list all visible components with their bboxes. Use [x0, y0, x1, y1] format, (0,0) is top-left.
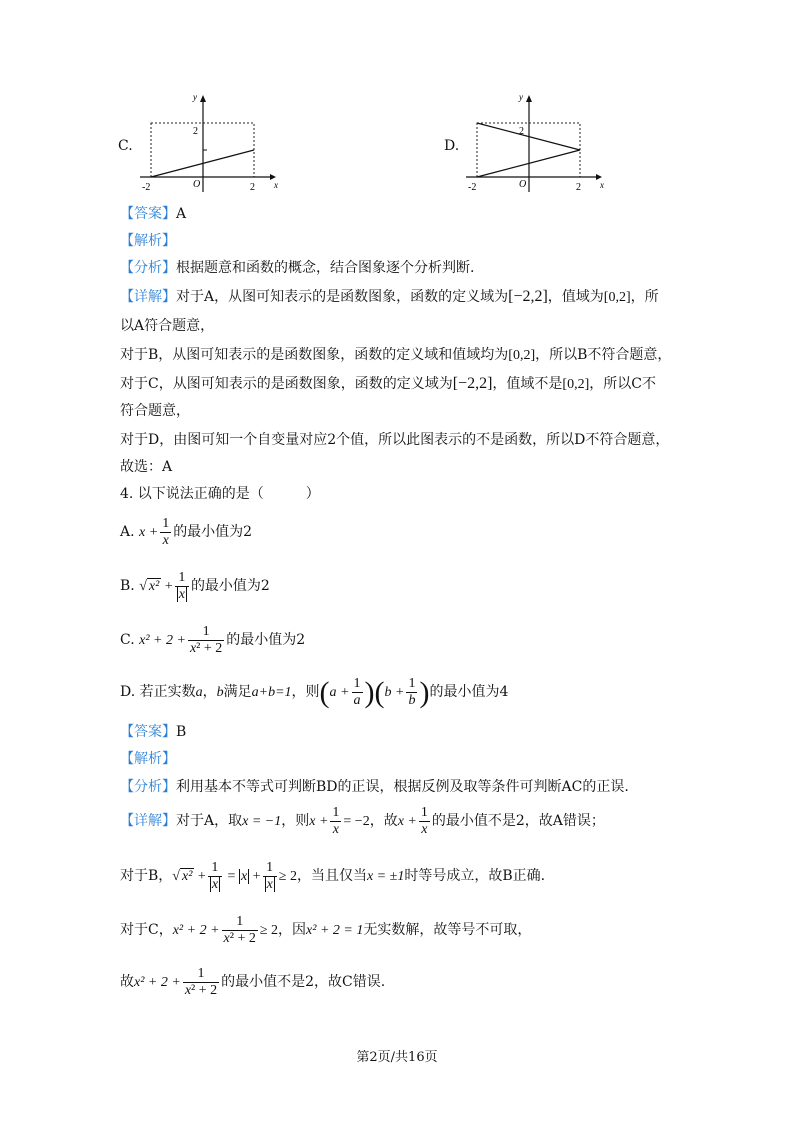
graph-c-origin: O [193, 179, 201, 190]
graph-d-y-arrow [526, 95, 532, 102]
graph-c-tick-y2: 2 [193, 126, 198, 137]
q4-option-c [120, 620, 305, 661]
q4-answer-value: B [176, 724, 187, 740]
q4-e1-expr2: x + $\frac{1}{x}$ [397, 805, 428, 838]
q4-e1-expr1: x + $\frac{1}{x}$ [309, 805, 340, 838]
q4-opt-c-label: C. [120, 632, 135, 648]
q4-e3d: x² + 2 = 1 [306, 923, 364, 938]
graph-d-tick-neg2: -2 [468, 182, 477, 193]
q4-e2-expr: √ x² + $\frac{1}{x}$ = x + $\frac{1}{x}$ [172, 869, 278, 884]
q4-opt-d-b: b [216, 685, 224, 700]
q4-opt-a-expr: x + $\frac{1}{x}$ [139, 516, 170, 549]
q4-opt-b-expr: √ x² + $\frac{1}{x}$ [139, 579, 191, 594]
q4-opt-c-expr: x² + 2 + $\frac{1}{\text{x² + 2}}$ [139, 624, 223, 657]
q4-option-d [120, 672, 508, 713]
q3-d3a: 对于B，从图可知表示的是函数图象，函数的定义域和值域均为 [120, 347, 509, 363]
q3-d1e: ，所 [630, 289, 659, 305]
q4-opt-d-a: a [195, 685, 203, 700]
graph-d-x-label: x [600, 180, 604, 190]
q3-d3c: ，所以B不符合题意， [535, 347, 672, 363]
q4-option-b [120, 566, 270, 607]
q3-detail-line1 [120, 287, 659, 308]
q3-fenxi-tag: 【分析】 [120, 260, 176, 276]
q3-detail-line3 [120, 345, 671, 366]
q4-opt-b-label: B. [120, 578, 135, 594]
q4-answer-tag: 【答案】 [120, 724, 176, 740]
page-footer: 第2页/共16页 [356, 1050, 438, 1065]
graph-d-label: D. [444, 138, 460, 154]
q4-detail-line1 [120, 801, 605, 842]
q3-d4d: [0,2] [562, 377, 590, 392]
graph-c-tick-2: 2 [250, 182, 255, 193]
q3-d3b: [0,2] [508, 348, 536, 363]
graph-d [444, 92, 614, 196]
q3-d1a: 对于A，从图可知表示的是函数图象，函数的定义域为 [176, 289, 509, 305]
q4-e2a: 对于B， [120, 868, 173, 884]
q4-e1c: ，则 [281, 813, 310, 829]
q4-e2c: ，当且仅当 [296, 868, 367, 884]
q4-e3a: 对于C， [120, 922, 173, 938]
q4-e3e: 无实数解，故等号不可取， [363, 922, 532, 938]
q3-detail-line7: 故选：A [120, 459, 173, 475]
q3-detail-line6: 对于D，由图可知一个自变量对应2个值，所以此图表示的不是函数，所以D不符合题意， [120, 432, 670, 448]
graph-c-x-label: x [274, 180, 278, 190]
q3-answer [120, 204, 186, 224]
q4-opt-d-cond: a+b=1 [251, 685, 292, 700]
q4-option-a [120, 512, 252, 553]
graph-c [118, 92, 288, 196]
q4-e2b: ≥ 2 [278, 869, 297, 884]
q3-d4c: ，值域不是 [492, 376, 563, 392]
q3-d4e: ，所以C不 [589, 376, 656, 392]
q4-opt-d-label: D. [120, 684, 136, 700]
graph-d-origin: O [519, 179, 527, 190]
q3-detail-tag: 【详解】 [120, 289, 176, 305]
graph-d-tick-y2: 2 [519, 126, 524, 137]
q3-answer-tag: 【答案】 [120, 206, 176, 222]
q4-detail-line2 [120, 856, 545, 897]
q4-analysis-tag-text: 【解析】 [120, 751, 176, 767]
q4-e3c: ，因 [278, 922, 307, 938]
q4-e3-expr: x² + 2 + $\frac{1}{\text{x² + 2}}$ [172, 914, 256, 947]
q4-e4b: 的最小值不是2，故C错误. [221, 974, 386, 990]
q4-opt-d-text3: ，则 [291, 684, 320, 700]
q4-e1e: ，故 [369, 813, 398, 829]
q4-opt-a-label: A. [120, 524, 135, 540]
q4-e1a: 对于A，取 [176, 813, 243, 829]
q4-e3b: ≥ 2 [259, 923, 279, 938]
graph-d-tick-2: 2 [576, 182, 581, 193]
q4-opt-d-text2: 满足 [223, 684, 252, 700]
q4-detail-tag: 【详解】 [120, 813, 176, 829]
q3-fenxi [120, 258, 474, 278]
q4-opt-d-text1: 若正实数 [139, 684, 196, 700]
q3-fenxi-text: 根据题意和函数的概念，结合图象逐个分析判断. [176, 260, 475, 276]
q4-opt-c-text: 的最小值为2 [226, 632, 306, 648]
q4-e1b: x = −1 [242, 814, 282, 829]
graph-c-y-label: y [193, 92, 197, 102]
q3-answer-value: A [176, 206, 187, 222]
graph-c-y-arrow [200, 95, 206, 102]
q3-d4a: 对于C，从图可知表示的是函数图象，函数的定义域为 [120, 376, 453, 392]
graph-d-y-label: y [519, 92, 523, 102]
graph-d-plot [464, 92, 614, 196]
q4-stem: 4. 以下说法正确的是（ ） [120, 486, 320, 502]
q3-detail-line2: 以A符合题意， [120, 318, 215, 334]
q3-detail-line5: 符合题意， [120, 403, 190, 419]
q4-opt-d-expr: (a + $\frac{1}{a}$ )(b + $\frac{1}{b}$ ) [319, 675, 430, 709]
q4-fenxi [120, 777, 629, 797]
q4-opt-b-text: 的最小值为2 [190, 578, 270, 594]
graph-c-label: C. [118, 138, 133, 154]
graph-c-tick-neg2: -2 [142, 182, 151, 193]
q3-d1b: [−2,2] [508, 288, 548, 305]
q4-detail-line4 [120, 962, 385, 1003]
q3-d1c: ，值域为 [547, 289, 604, 305]
q3-analysis-tag-text: 【解析】 [120, 233, 176, 249]
q4-answer [120, 722, 186, 742]
q4-opt-d-comma: ， [202, 684, 217, 700]
q4-opt-a-text: 的最小值为2 [173, 524, 253, 540]
q3-d4b: [−2,2] [452, 375, 493, 392]
q4-detail-line3 [120, 910, 531, 951]
q3-d1d: [0,2] [603, 290, 631, 305]
q4-e2d: x = ±1 [366, 869, 405, 884]
q4-fenxi-tag: 【分析】 [120, 779, 176, 795]
q4-analysis-tag [120, 749, 176, 769]
q4-e2e: 时等号成立，故B正确. [404, 868, 546, 884]
q4-e4a: 故 [120, 974, 134, 990]
q4-e1d: = −2 [343, 814, 370, 829]
q4-e1f: 的最小值不是2，故A错误； [431, 813, 605, 829]
q4-e4-expr: x² + 2 + $\frac{1}{\text{x² + 2}}$ [134, 966, 218, 999]
q3-detail-line4 [120, 374, 656, 395]
q3-analysis-tag [120, 231, 176, 251]
q4-fenxi-text: 利用基本不等式可判断BD的正误，根据反例及取等条件可判断AC的正误. [176, 779, 629, 795]
q4-opt-d-text4: 的最小值为4 [429, 684, 509, 700]
graph-c-plot [138, 92, 288, 196]
